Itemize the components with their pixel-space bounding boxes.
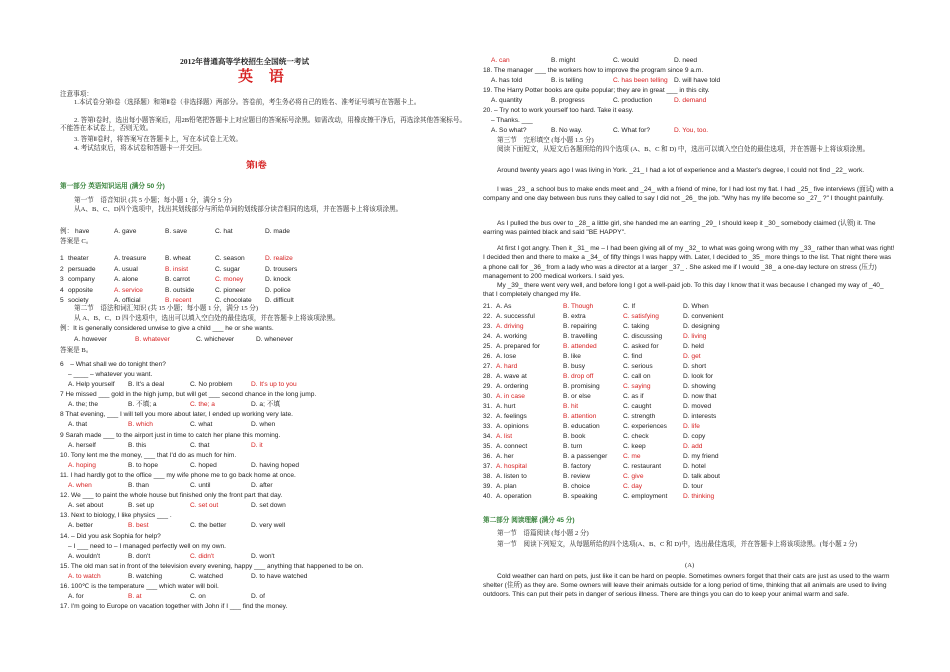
grammar-option: C. the; a: [190, 401, 215, 409]
phonetics-number: 3: [60, 276, 64, 283]
grammar-option: A. that: [68, 421, 88, 429]
grammar-question: 6 – What shall we do tonight then?: [60, 361, 166, 368]
cloze-option: C. asked for: [623, 343, 659, 350]
cloze-option: B. education: [563, 423, 600, 430]
grammar-question-line: – Thanks. ___: [491, 117, 533, 124]
cloze-number: 35.: [483, 443, 493, 450]
cloze-option: D. hotel: [683, 463, 706, 470]
cloze-option: A. opinions: [496, 423, 529, 430]
section-2-title: 第二节 语法和词汇知识 (共 15 小题；每小题 1 分，满分 15 分): [74, 305, 259, 312]
grammar-option: A. has told: [491, 77, 523, 84]
grammar-question: 15. The old man sat in front of the television every evening, happy ___ anything that happened to be on.: [60, 562, 364, 570]
grammar-question: 19. The Harry Potter books are quite popular; they are in great ___ in this city.: [483, 87, 710, 94]
grammar-option: B. don't: [128, 552, 151, 560]
grammar-option: C. watched: [190, 572, 223, 580]
cloze-option: D. designing: [683, 323, 720, 330]
grammar-option: D. You, too.: [674, 127, 709, 134]
cloze-number: 34.: [483, 433, 493, 440]
grammar-option: C. production: [613, 97, 653, 104]
cloze-option: B. factory: [563, 463, 591, 470]
cloze-option: B. attended: [563, 343, 597, 350]
cloze-option: C. as if: [623, 393, 644, 400]
grammar-option: C. the better: [190, 522, 227, 530]
phonetics-option: D. police: [265, 286, 291, 294]
cloze-number: 30.: [483, 393, 493, 400]
cloze-option: C. discussing: [623, 333, 663, 340]
cloze-number: 25.: [483, 343, 493, 350]
section-1-instructions: 从A、B、C、D四个选项中，找出其划线部分与所给单词的划线部分读音相同的选项，并在答题卡上将该项涂黑。: [74, 206, 403, 213]
cloze-option: D. my friend: [683, 453, 719, 460]
grammar-option: A. hoping: [68, 461, 96, 469]
cloze-option: B. busy: [563, 363, 585, 370]
cloze-option: D. life: [683, 423, 700, 430]
grammar-option: D. after: [251, 482, 273, 489]
reading-section-1: 第一节 语篇阅读 (每小题 2 分): [497, 530, 589, 537]
example-opt-b: B. save: [165, 228, 187, 235]
cloze-option: A. connect: [496, 443, 528, 450]
grammar-question: 18. The manager ___ the workers how to improve the program since 9 a.m.: [483, 67, 704, 74]
grammar-option: D. having hoped: [251, 461, 300, 469]
cloze-option: C. give: [623, 473, 644, 480]
phonetics-option: D. difficult: [265, 297, 294, 304]
section-2-example: 例：It is generally considered unwise to give a child ___ he or she wants.: [60, 325, 274, 332]
cloze-option: C. experiences: [623, 423, 667, 430]
phonetics-option: C. season: [215, 255, 245, 262]
cloze-option: A. successful: [496, 313, 535, 320]
cloze-option: B. Though: [563, 303, 594, 310]
phonetics-number: 5: [60, 297, 64, 304]
reading-instructions: 第一节 阅读下列短文，从每题所给的四个选项(A、B、C 和 D)中，选出最佳选项，并在答题卡上将该项涂黑。(每小题 2 分): [497, 541, 858, 548]
example-label: 例：: [60, 228, 74, 235]
grammar-option: C. No problem: [190, 381, 233, 388]
cloze-option: D. thinking: [683, 493, 715, 500]
grammar-option: C. set out: [190, 502, 219, 510]
grammar-question-line: – I ___ need to – I managed perfectly well on my own.: [68, 542, 226, 550]
grammar-option: A. for: [68, 593, 84, 600]
cloze-option: C. serious: [623, 363, 653, 370]
cloze-option: B. hit: [563, 403, 579, 410]
cloze-option: D. copy: [683, 433, 706, 440]
grammar-option: B. might: [551, 57, 576, 64]
grammar-option: B. progress: [551, 97, 585, 104]
cloze-option: B. extra: [563, 313, 586, 320]
cloze-option: A. As: [496, 303, 512, 310]
phonetics-option: C. chocolate: [215, 297, 252, 304]
cloze-number: 32.: [483, 413, 493, 420]
example-row: [60, 228, 89, 236]
grammar-option: D. It's up to you: [251, 381, 297, 388]
phonetics-option: B. wheat: [165, 255, 191, 262]
cloze-number: 27.: [483, 363, 493, 370]
cloze-option: D. get: [683, 353, 701, 360]
cloze-option: B. choice: [563, 483, 591, 490]
grammar-option: A. wouldn't: [68, 552, 101, 560]
phonetics-number: 4: [60, 286, 64, 294]
note-3: 3. 答第Ⅱ卷时，将答案写在答题卡上，写在本试卷上无效。: [74, 136, 243, 143]
cloze-option: A. hospital: [496, 463, 527, 470]
grammar-option: A. the; the: [68, 401, 99, 409]
grammar-option: B. best: [128, 522, 149, 530]
cloze-number: 28.: [483, 373, 493, 380]
cloze-number: 29.: [483, 383, 493, 390]
phonetics-word: company: [68, 276, 95, 283]
notes-heading: 注意事项：: [60, 91, 93, 98]
phonetics-option: D. knock: [265, 276, 291, 283]
phonetics-option: A. usual: [114, 265, 138, 273]
grammar-option: C. that: [190, 441, 210, 449]
cloze-option: D. showing: [683, 383, 716, 390]
grammar-option: A. quantity: [491, 97, 523, 104]
phonetics-option: D. trousers: [265, 265, 298, 273]
cloze-number: 38.: [483, 473, 493, 480]
cloze-option: C. find: [623, 353, 643, 360]
note-2: 2. 答第Ⅰ卷时，选出每小题答案后，用2B铅笔把答题卡上对应题目的答案标号涂黑。如需改动，用橡皮擦干净后，再选涂其他答案标号。不能答在本试卷上，否则无效。: [60, 117, 467, 133]
grammar-option: A. herself: [68, 441, 96, 449]
cloze-option: B. speaking: [563, 493, 598, 500]
cloze-option: A. driving: [496, 323, 524, 330]
cloze-number: 26.: [483, 353, 493, 360]
part-1-title: 第一部分 英语知识运用 (满分 50 分): [60, 183, 165, 190]
cloze-option: A. ordering: [496, 383, 529, 390]
grammar-option: A. Help yourself: [68, 381, 115, 388]
cloze-option: B. or else: [563, 393, 591, 400]
grammar-option: B. this: [128, 441, 147, 449]
grammar-option: D. will have told: [674, 77, 721, 84]
grammar-question: 16. 100℃ is the temperature ___ which water will boil.: [60, 583, 219, 590]
cloze-option: D. held: [683, 343, 704, 350]
phonetics-word: theater: [68, 255, 89, 262]
grammar-option: B. is telling: [551, 77, 583, 84]
phonetics-option: C. sugar: [215, 265, 240, 273]
grammar-option: B. set up: [128, 502, 155, 510]
grammar-question: 8 That evening, ___ I will tell you more about later, I ended up working very late.: [60, 411, 293, 419]
cloze-option: A. operation: [496, 493, 532, 500]
exam-title: 2012年普通高等学校招生全国统一考试: [180, 57, 310, 66]
grammar-option: A. when: [68, 482, 92, 489]
cloze-option: B. like: [563, 353, 581, 360]
grammar-option: C. until: [190, 482, 211, 489]
cloze-number: 23.: [483, 323, 493, 330]
example-option: D. whenever: [256, 336, 294, 343]
cloze-number: 31.: [483, 403, 493, 410]
cloze-option: C. day: [623, 483, 643, 490]
grammar-option: D. to have watched: [251, 572, 308, 580]
grammar-option: B. than: [128, 482, 149, 489]
volume-1-heading: 第Ⅰ卷: [246, 160, 267, 170]
grammar-question-line: – ____ – whatever you want.: [68, 371, 153, 378]
cloze-option: C. If: [623, 303, 636, 310]
cloze-option: D. living: [683, 333, 707, 340]
cloze-option: C. satisfying: [623, 313, 659, 320]
cloze-option: D. moved: [683, 403, 712, 410]
cloze-paragraph: My _39_ there went very well, and before long I got a well-paid job. To this day I know that it was because I changed my way of _40_ that I completely changed my life.: [483, 282, 884, 299]
grammar-option: D. demand: [674, 97, 707, 104]
grammar-option: C. hoped: [190, 461, 217, 469]
cloze-option: A. hard: [496, 363, 518, 370]
cloze-paragraph: Around twenty years ago I was living in York. _21_ I had a lot of experience and a Master's degree, I could not find _22_ work.: [497, 167, 865, 174]
grammar-option: D. of: [251, 593, 265, 600]
phonetics-word: persuade: [68, 265, 96, 273]
grammar-question: 17. I'm going to Europe on vacation together with John if I ___ find the money.: [60, 603, 288, 611]
grammar-option: D. won't: [251, 552, 275, 560]
grammar-question: 20. – Try not to work yourself too hard. Take it easy.: [483, 107, 634, 114]
grammar-option: A. can: [491, 57, 510, 64]
grammar-question: 11. I had hardly got to the office ___ my wife phone me to go back home at once.: [60, 472, 296, 479]
subject-title: 英 语: [238, 69, 290, 85]
grammar-option: D. when: [251, 421, 276, 429]
cloze-option: B. a passenger: [563, 453, 608, 460]
grammar-option: B. to hope: [128, 461, 159, 469]
grammar-option: D. it: [251, 441, 263, 449]
phonetics-number: 2: [60, 265, 64, 273]
example-opt-a: A. gave: [114, 228, 137, 235]
grammar-option: C. what: [190, 421, 213, 429]
cloze-option: B. book: [563, 433, 586, 440]
grammar-option: D. set down: [251, 502, 286, 510]
cloze-number: 21.: [483, 303, 493, 310]
grammar-question: 14. – Did you ask Sophia for help?: [60, 532, 161, 540]
cloze-option: B. drop off: [563, 373, 594, 380]
cloze-option: C. caught: [623, 403, 652, 410]
cloze-option: A. lose: [496, 353, 517, 360]
grammar-option: D. a; 不填: [251, 401, 280, 409]
cloze-option: B. promising: [563, 383, 600, 390]
cloze-option: B. attention: [563, 413, 597, 420]
grammar-question: 13. Next to biology, I like physics ___ .: [60, 512, 172, 520]
passage-label: (A): [685, 562, 695, 569]
grammar-option: B. No way.: [551, 127, 583, 134]
section-3-instructions: 阅读下面短文，从短文后各题所给的四个选项 (A、B、C 和 D) 中，选出可以填入空白处的最佳选项，并在答题卡上将该项涂黑。: [497, 146, 870, 153]
phonetics-option: B. outside: [165, 286, 195, 294]
phonetics-option: A. treasure: [114, 255, 147, 262]
example-answer: 答案是 C。: [60, 238, 93, 245]
phonetics-option: B. insist: [165, 265, 189, 273]
cloze-option: A. working: [496, 333, 527, 340]
example-option: A. however: [74, 336, 107, 343]
cloze-option: D. now that: [683, 393, 717, 400]
phonetics-number: 1: [60, 255, 64, 262]
cloze-option: A. feelings: [496, 413, 527, 420]
cloze-option: B. review: [563, 473, 591, 480]
cloze-option: D. short: [683, 363, 707, 370]
phonetics-option: A. official: [114, 297, 141, 304]
example-option: B. whatever: [135, 336, 170, 343]
cloze-paragraph: At first I got angry. Then it _31_ me – I had been giving all of my _32_ to what was going wrong with my _33_ rather than what was right! I decided then and there to make a _34_ of fifty things I was happy with. Later, I decided to _35_ more things to the list. That night there was a phone call for _36_ from a lady who was a director at a larger _37_ . She asked me if I would _38_ a one-day lecture on stress (压力) management to 200 medical workers. I said yes.: [483, 245, 895, 281]
cloze-option: B. turn: [563, 443, 583, 450]
grammar-option: C. What for?: [613, 127, 651, 134]
phonetics-word: society: [68, 297, 89, 304]
grammar-option: A. to watch: [68, 572, 101, 580]
cloze-option: C. employment: [623, 493, 668, 500]
grammar-question: 12. We ___ to paint the whole house but finished only the front part that day.: [60, 492, 283, 500]
cloze-option: D. When: [683, 303, 709, 310]
cloze-option: A. plan: [496, 483, 517, 490]
phonetics-option: C. pioneer: [215, 286, 246, 294]
phonetics-word: opposite: [68, 286, 93, 294]
grammar-option: C. on: [190, 593, 206, 600]
grammar-option: A. So what?: [491, 127, 527, 134]
cloze-option: D. interests: [683, 413, 717, 420]
cloze-option: A. wave at: [496, 373, 527, 380]
grammar-option: D. need: [674, 57, 698, 64]
section-2-instructions: 从 A、B、C、D 四个选项中，选出可以填入空白处的最佳选项，并在答题卡上将该项涂黑。: [74, 315, 340, 322]
phonetics-option: B. carrot: [165, 276, 190, 283]
cloze-option: C. saying: [623, 383, 651, 390]
part-2-title: 第二部分 阅读理解 (满分 45 分): [483, 517, 575, 524]
grammar-option: C. has been telling: [613, 77, 668, 84]
cloze-option: B. travelling: [563, 333, 598, 340]
example-word: have: [75, 228, 90, 235]
cloze-option: D. convenient: [683, 313, 724, 320]
cloze-option: C. strength: [623, 413, 656, 420]
passage-a: Cold weather can hard on pets, just like it can be hard on people. Sometimes owners forget that their cats are just as used to the warm shelter (住所) as they are. Some owners will leave their animals outside for a long period of time, thinking that all animals are used to living outdoors. This can put their pets in danger of serious illness. There are things you can do to keep your animal warm and safe.: [483, 573, 890, 599]
cloze-option: C. check: [623, 433, 649, 440]
grammar-option: C. would: [613, 57, 639, 64]
cloze-number: 40.: [483, 493, 493, 500]
grammar-option: A. better: [68, 522, 93, 530]
cloze-option: A. hurt: [496, 403, 516, 410]
grammar-question: 7 He missed ___ gold in the high jump, but will get ___ second chance in the long jump.: [60, 391, 317, 399]
section-2-example-answer: 答案是 B。: [60, 347, 93, 354]
cloze-option: C. me: [623, 453, 641, 460]
phonetics-option: B. recent: [165, 297, 192, 304]
section-1-title: 第一节 语音知识 (共 5 小题；每小题 1 分，满分 5 分): [74, 197, 232, 204]
cloze-paragraph: As I pulled the bus over to _28_ a little girl, she handed me an earring _29_ I should keep it _30_ somebody claimed (认领) it. The earring was painted black and said "BE HAPPY".: [483, 220, 876, 237]
section-3-title: 第三节 完形填空 (每小题 1.5 分): [497, 137, 594, 144]
cloze-number: 22.: [483, 313, 493, 320]
grammar-option: B. watching: [128, 572, 163, 580]
grammar-option: B. 不填; a: [128, 401, 157, 409]
grammar-question: 10. Tony lent me the money, ___ that I'd do as much for him.: [60, 451, 237, 459]
grammar-option: A. set about: [68, 502, 104, 510]
cloze-option: C. taking: [623, 323, 650, 330]
cloze-option: D. tour: [683, 483, 703, 490]
grammar-option: C. didn't: [190, 552, 214, 560]
example-opt-d: D. made: [265, 228, 290, 235]
cloze-option: A. her: [496, 453, 514, 460]
cloze-option: C. restaurant: [623, 463, 662, 470]
phonetics-option: A. alone: [114, 276, 139, 283]
cloze-option: D. talk about: [683, 473, 721, 480]
cloze-number: 33.: [483, 423, 493, 430]
cloze-number: 37.: [483, 463, 493, 470]
cloze-option: C. keep: [623, 443, 646, 450]
cloze-option: D. add: [683, 443, 703, 450]
phonetics-option: D. realize: [265, 255, 293, 262]
cloze-option: A. listen to: [496, 473, 527, 480]
phonetics-option: A. service: [114, 286, 143, 294]
cloze-number: 24.: [483, 333, 493, 340]
grammar-option: B. It's a deal: [128, 381, 165, 388]
grammar-option: D. very well: [251, 522, 286, 530]
example-opt-c: C. hat: [215, 228, 233, 235]
cloze-option: A. in case: [496, 393, 525, 400]
cloze-option: A. prepared for: [496, 343, 540, 350]
cloze-option: B. repairing: [563, 323, 597, 330]
cloze-option: C. call on: [623, 373, 651, 380]
grammar-option: B. at: [128, 593, 142, 600]
cloze-option: D. look for: [683, 373, 714, 380]
grammar-option: B. which: [128, 421, 153, 429]
cloze-number: 39.: [483, 483, 493, 490]
cloze-paragraph: I was _23_ a school bus to make ends meet and _24_ with a friend of mine, for I had lost my flat. I had _25_ five interviews (面试) with a company and one day between bus runs they called to say I did not _26_ the job. "Why has my life become so _27_ ?" I thought painfully.: [483, 186, 894, 203]
note-1: 1.本试卷分第Ⅰ卷（选择题）和第Ⅱ卷（非选择题）两部分。答卷前，考生务必将自己的姓名、准考证号填写在答题卡上。: [74, 99, 421, 106]
cloze-number: 36.: [483, 453, 493, 460]
phonetics-option: C. money: [215, 276, 244, 283]
note-4: 4. 考试结束后，将本试卷和答题卡一并交回。: [74, 145, 206, 152]
grammar-question: 9 Sarah made ___ to the airport just in time to catch her plane this morning.: [60, 431, 281, 439]
cloze-option: A. list: [496, 433, 513, 440]
example-option: C. whichever: [196, 336, 235, 343]
